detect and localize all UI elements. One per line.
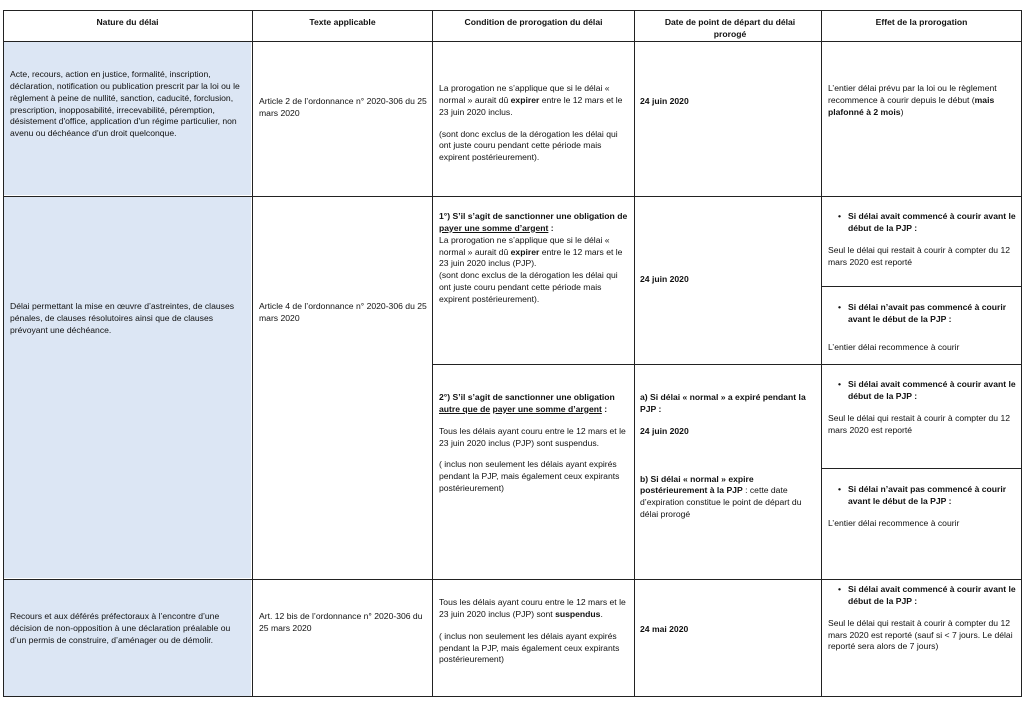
bullet-icon: • <box>837 584 841 594</box>
bullet-icon: • <box>837 302 841 312</box>
row2-sub1-effet2-text: L’entier délai recommence à courir <box>828 341 960 352</box>
row2-sub2-date-a-value: 24 juin 2020 <box>640 425 689 436</box>
row3-date: 24 mai 2020 <box>640 624 689 634</box>
row2-sub2-cond: Tous les délais ayant couru entre le 12 mars et le 23 juin 2020 inclus (PJP) sont suspendus. <box>439 425 626 448</box>
row2-sub2-date-b: b) Si délai « normal » expire postérieurement à la PJP : cette date d’expiration constitue le point de départ du délai prorogé <box>640 473 802 520</box>
row2-sub2-date-a: a) Si délai « normal » a expiré pendant la PJP : <box>640 392 806 414</box>
row1-nature: Acte, recours, action en justice, formalité, inscription, déclaration, notification ou publication prescrit par la loi ou le règlement à peine de nullité, sanction, caducité, forclusion, prescription, inopposabilité, irrecevabilité, péremption, désistement d'office, application d'un régime particulier, non avenu ou déchéance d'un droit quelconque. <box>10 69 240 139</box>
row3-texte: Art. 12 bis de l’ordonnance n° 2020-306 du 25 mars 2020 <box>259 611 423 633</box>
row2-sub1-date: 24 juin 2020 <box>640 274 689 284</box>
row2-sub1-effet2 <box>828 302 1018 354</box>
row2-sub1-cond: La prorogation ne s’applique que si le délai « normal » aurait dû expirer entre le 12 mars et le 23 juin 2020 inclus (PJP). <box>439 234 623 269</box>
row1-texte: Article 2 de l’ordonnance n° 2020-306 du 25 mars 2020 <box>259 96 427 118</box>
row3-effet <box>828 584 1018 653</box>
header-nature: Nature du délai <box>96 17 159 27</box>
row3-nature: Recours et aux déférés préfectoraux à l’encontre d’une décision de non-opposition à une déclaration préalable ou d’un permis de construire, d’aménager ou de démolir. <box>10 611 231 645</box>
row3-note: ( inclus non seulement les délais ayant expirés pendant la PJP, mais également ceux expirants postérieurement) <box>439 630 620 665</box>
row3-condition <box>439 597 629 666</box>
bullet-item: • Si délai n’avait pas commencé à courir avant le début de la PJP : <box>828 484 1018 508</box>
row1-date: 24 juin 2020 <box>640 96 689 106</box>
shade-row2 <box>4 197 251 578</box>
header-date: Date de point de départ du délai prorogé <box>664 17 796 39</box>
row2-sub1-title: 1°) S’il s’agit de sanctionner une obligation de payer une somme d’argent : <box>439 211 628 233</box>
bullet-icon: • <box>837 379 841 389</box>
row2-sub1-effet1-text: Seul le délai qui restait à courir à compter du 12 mars 2020 est reporté <box>828 244 1011 267</box>
row2-sub2-date <box>640 392 815 521</box>
header-texte: Texte applicable <box>309 17 376 27</box>
row2-nature: Délai permettant la mise en œuvre d’astreintes, de clauses pénales, de clauses résolutoires ainsi que de clauses prévoyant une déchéance. <box>10 301 235 335</box>
row1-condition <box>439 83 629 164</box>
bullet-item: • Si délai avait commencé à courir avant le début de la PJP : <box>828 211 1018 235</box>
bullet-item: • Si délai avait commencé à courir avant le début de la PJP : <box>828 379 1018 403</box>
header-condition: Condition de prorogation du délai <box>464 17 603 27</box>
row2-sub2-title: 2°) S’il s’agit de sanctionner une obligation autre que de payer une somme d’argent : <box>439 392 615 414</box>
row2-sub1-condition <box>439 211 629 306</box>
row2-sub1-note: (sont donc exclus de la dérogation les délai qui ont juste couru pendant cette période mais expirent postérieurement). <box>439 270 618 305</box>
row1-condition-text: La prorogation ne s’applique que si le délai « normal » aurait dû expirer entre le 12 mars et le 23 juin 2020 inclus. <box>439 83 623 117</box>
row2-texte: Article 4 de l’ordonnance n° 2020-306 du 25 mars 2020 <box>259 301 427 323</box>
row2-sub1-effet1 <box>828 211 1018 268</box>
row2-sub2-effet1 <box>828 379 1018 436</box>
row2-sub2-effet1-text: Seul le délai qui restait à courir à compter du 12 mars 2020 est reporté <box>828 412 1011 435</box>
row1-effet: L’entier délai prévu par la loi ou le règlement recommence à courir depuis le début (mais plafonné à 2 mois) <box>828 83 997 117</box>
bullet-icon: • <box>837 484 841 494</box>
row2-sub2-effet2-text: L’entier délai recommence à courir <box>828 517 960 528</box>
bullet-item: • Si délai n’avait pas commencé à courir avant le début de la PJP : <box>828 302 1018 326</box>
row1-condition-note: (sont donc exclus de la dérogation les délai qui ont juste couru pendant cette période mais expirent postérieurement). <box>439 128 618 163</box>
row2-sub2-note: ( inclus non seulement les délais ayant expirés pendant la PJP, mais également ceux expirants postérieurement) <box>439 459 620 494</box>
bullet-item: • Si délai avait commencé à courir avant le début de la PJP : <box>828 584 1018 608</box>
row3-effet-text: Seul le délai qui restait à courir à compter du 12 mars 2020 est reporté (sauf si < 7 jours. Le délai reporté sera alors de 7 jours) <box>828 617 1013 652</box>
row2-sub2-condition <box>439 392 629 495</box>
header-effet: Effet de la prorogation <box>875 17 968 27</box>
bullet-icon: • <box>837 211 841 221</box>
row3-cond: Tous les délais ayant couru entre le 12 mars et le 23 juin 2020 inclus (PJP) sont suspendus. <box>439 597 626 619</box>
row2-sub2-effet2 <box>828 484 1018 530</box>
